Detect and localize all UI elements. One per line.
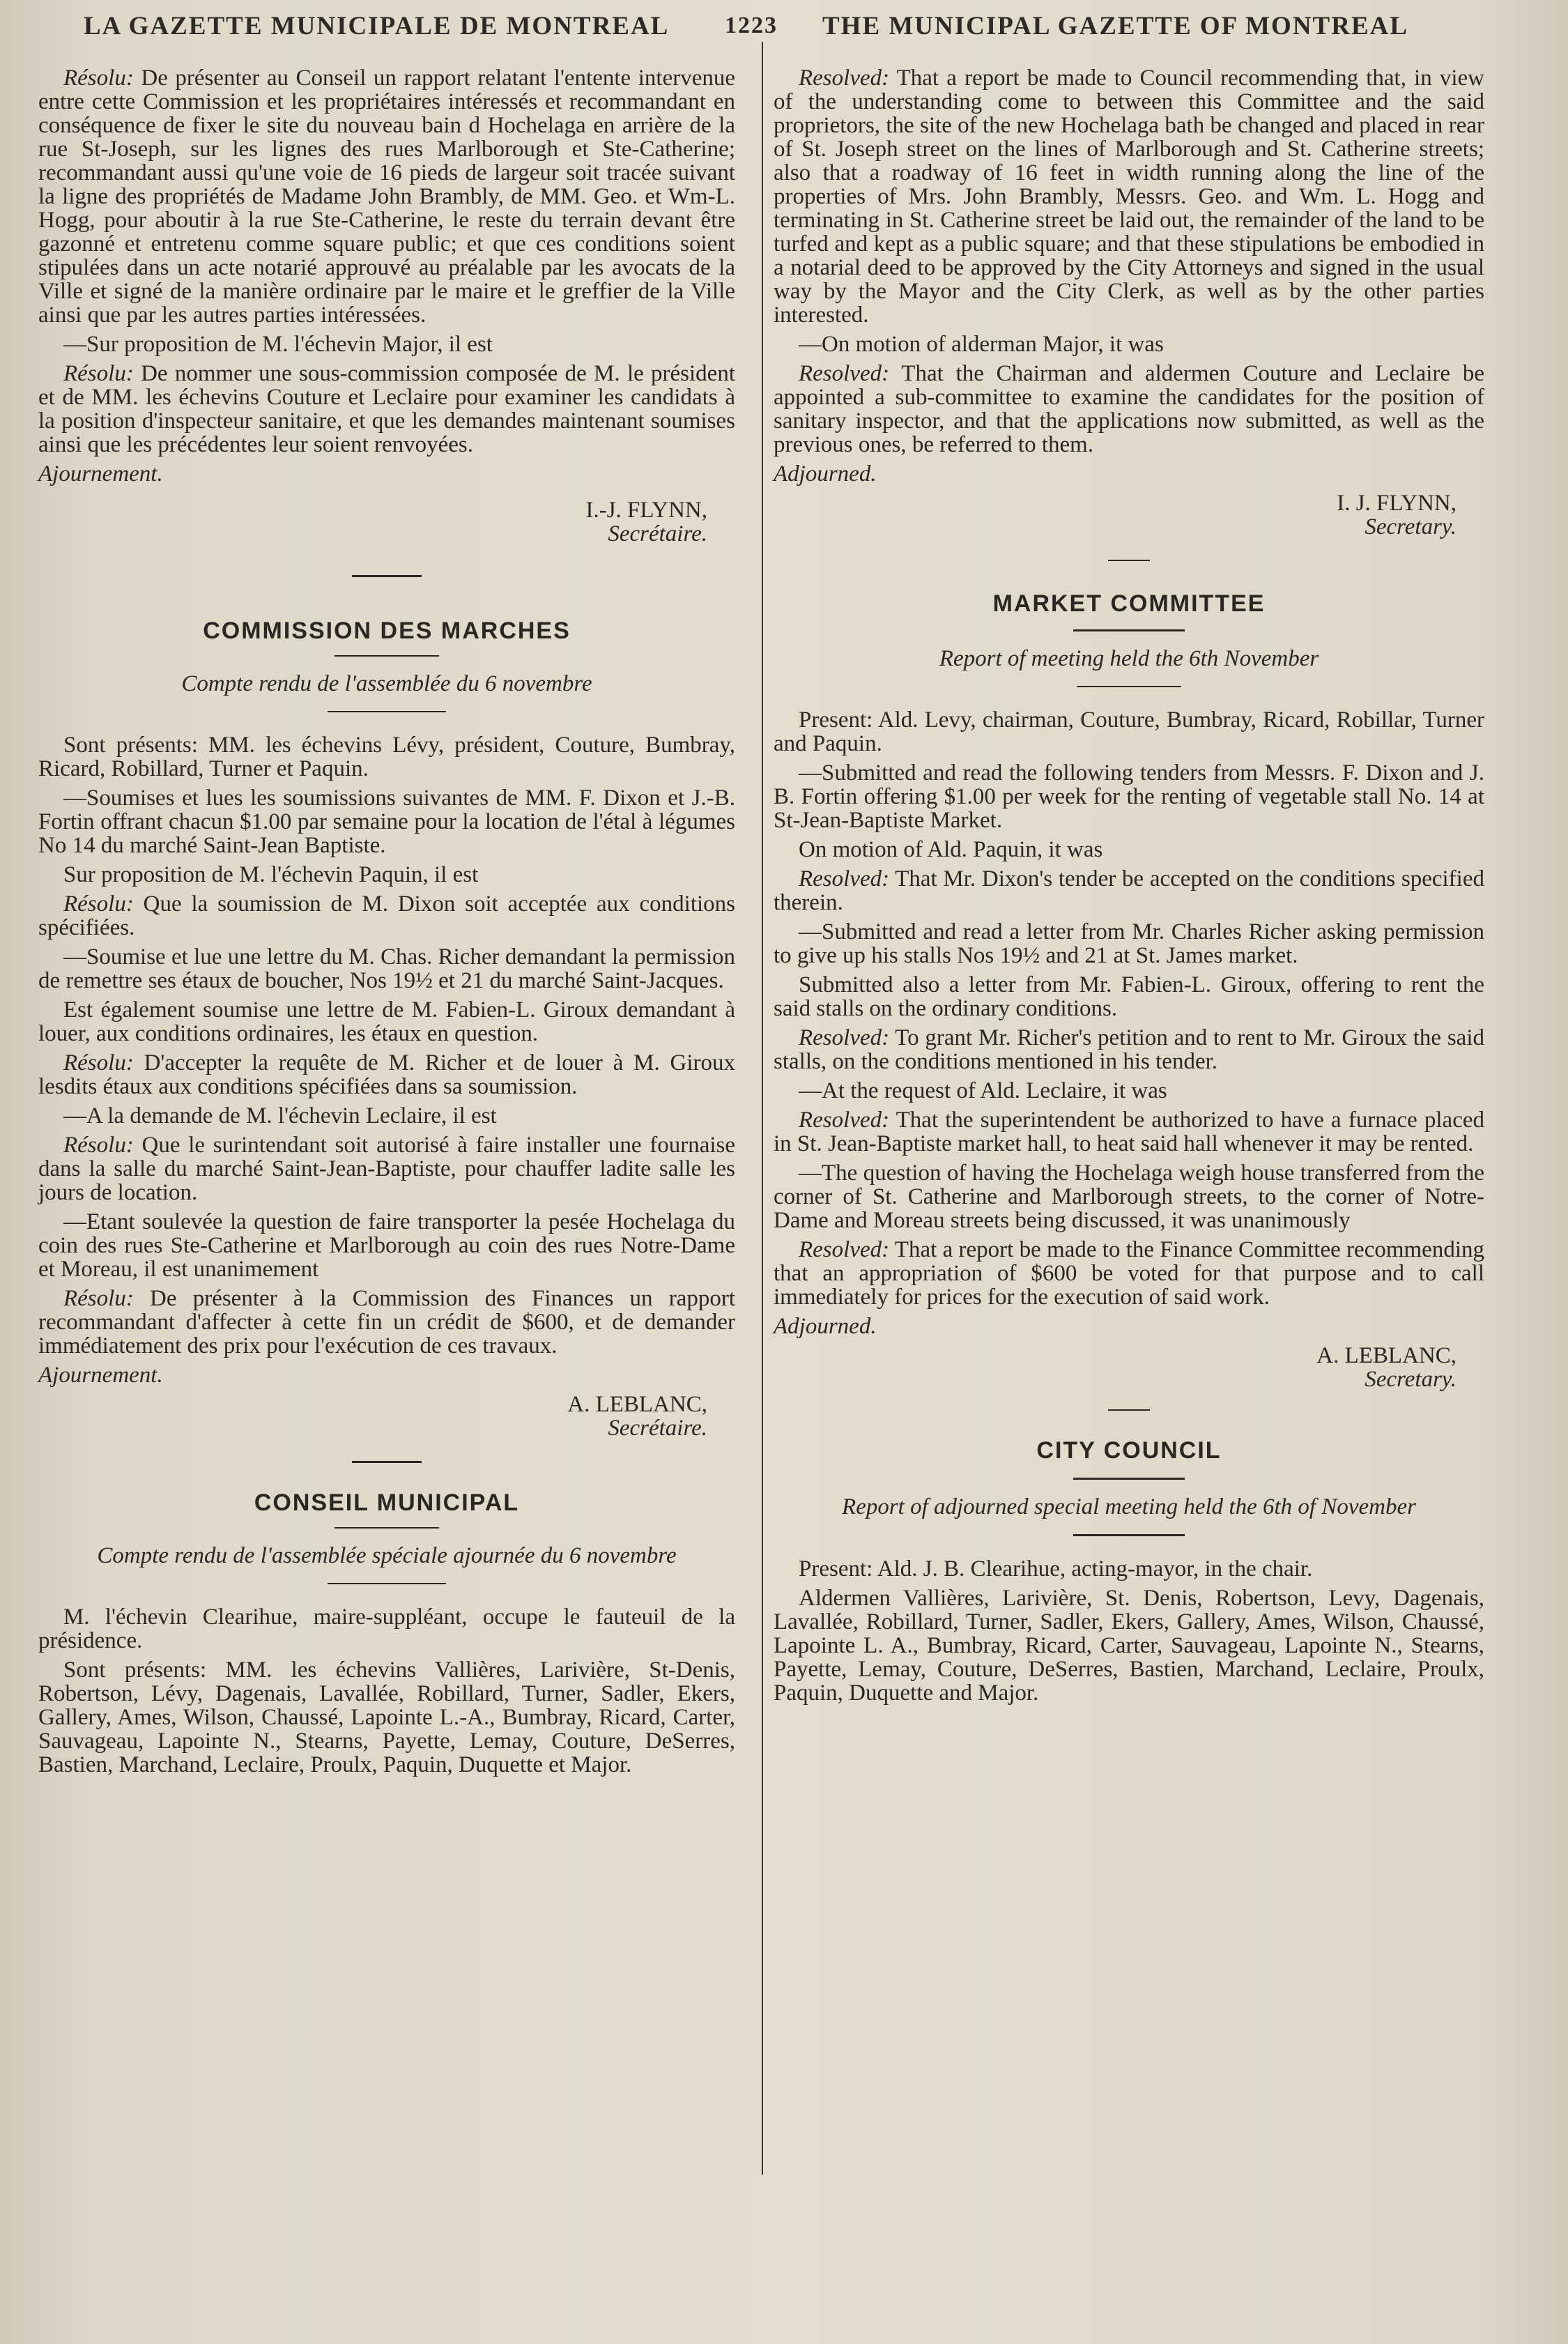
adjournment: Ajournement.	[38, 461, 163, 487]
motion-paragraph: —At the request of Ald. Leclaire, it was	[799, 1078, 1167, 1103]
subtitle-rule	[328, 711, 446, 712]
letter-paragraph: Submitted also a letter from Mr. Fabien-L. Giroux, offering to rent the said stalls on the ordinary conditions.	[774, 972, 1484, 1021]
resolution-paragraph: Resolved: That a report be made to Council recommending that, in view of the understanding come to between this Committee and the said proprietors, the site of the new Hochelaga bath be changed and placed in rear of St. Joseph street on the lines of Marlborough and St. Catherine streets; also that a roadway of 16 feet in width running along the line of the properties of Mrs. John Brambly, Messrs. Geo. and Wm. L. Hogg and terminating in St. Catherine street be laid out, the remainder of the land to be turfed and kept as a public square; and that these stipulations be embodied in a notarial deed to be approved by the City Attorneys and signed in the usual way by the Mayor and the City Clerk, as well as by the other parties interested.	[774, 66, 1484, 328]
resolution-paragraph: Resolved: That the Chairman and aldermen Couture and Leclaire be appointed a sub-committee to examine the candidates for the position of sanitary inspector, and that the applications now submitted, as well as the previous ones, be referred to them.	[774, 361, 1484, 457]
section-subtitle: Compte rendu de l'assemblée du 6 novembre	[181, 671, 592, 696]
resolution-paragraph: Resolved: That a report be made to the Finance Committee recommending that an appropriation of $600 be voted for that purpose and to call immediately for prices for the execution of said work.	[774, 1237, 1484, 1310]
section-rule	[352, 575, 422, 577]
adjournment: Adjourned.	[774, 1314, 877, 1339]
section-rule	[1108, 560, 1150, 561]
signature: I. J. FLYNN, Secretary.	[1337, 491, 1456, 539]
attendance-paragraph: Present: Ald. Levy, chairman, Couture, Bumbray, Ricard, Robillar, Turner and Paquin.	[774, 707, 1484, 756]
motion-paragraph: —A la demande de M. l'échevin Leclaire, il est	[63, 1103, 497, 1128]
header-english-title: THE MUNICIPAL GAZETTE OF MONTREAL	[822, 12, 1409, 40]
tender-paragraph: —Soumises et lues les soumissions suivantes de MM. F. Dixon et J.-B. Fortin offrant chacun $1.00 par semaine pour la location de l'étal à légumes No 14 du marché Saint-Jean Baptiste.	[38, 786, 735, 858]
council-section-en	[774, 1439, 1484, 1705]
section-subtitle: Report of adjourned special meeting held the 6th of November	[842, 1494, 1416, 1519]
title-rule	[1073, 1478, 1185, 1480]
motion-paragraph: —On motion of alderman Major, it was	[799, 332, 1164, 357]
letter-paragraph: Est également soumise une lettre de M. Fabien-L. Giroux demandant à louer, aux conditions ordinaires, les étaux en question.	[38, 997, 735, 1046]
signature: A. LEBLANC, Secretary.	[1316, 1343, 1456, 1392]
letter-paragraph: —Submitted and read a letter from Mr. Charles Richer asking permission to give up his stalls Nos 19½ and 21 at St. James market.	[774, 919, 1484, 968]
attendance-paragraph: Sont présents: MM. les échevins Vallières, Larivière, St-Denis, Robertson, Lévy, Dagenais, Lavallée, Robillard, Turner, Sadler, Ekers, Gallery, Ames, Wilson, Chaussé, Lapointe L.-A., Bumbray, Ricard, Carter, Sauvageau, Lapointe N., Stearns, Payette, Lemay, Couture, DeSerres, Bastien, Marchand, Leclaire, Proulx, Paquin, Duquette et Major.	[38, 1657, 735, 1777]
section-subtitle: Compte rendu de l'assemblée spéciale ajournée du 6 novembre	[97, 1543, 677, 1568]
signature: A. LEBLANC, Secrétaire.	[567, 1392, 707, 1441]
header-french-title: LA GAZETTE MUNICIPALE DE MONTREAL	[84, 12, 670, 40]
council-section-fr	[38, 1491, 735, 1777]
subtitle-rule	[1077, 686, 1181, 687]
section-title: CONSEIL MUNICIPAL	[254, 1489, 520, 1516]
chair-paragraph: Present: Ald. J. B. Clearihue, acting-mayor, in the chair.	[799, 1556, 1313, 1581]
markets-section-fr	[38, 619, 735, 1440]
adjournment: Ajournement.	[38, 1363, 163, 1388]
resolution-paragraph: Résolu: Que le surintendant soit autorisé à faire installer une fournaise dans la salle du marché Saint-Jean-Baptiste, pour chauffer ladite salle les jours de location.	[38, 1133, 735, 1205]
subtitle-rule	[328, 1583, 446, 1584]
title-rule	[335, 1527, 439, 1529]
section-rule	[352, 1461, 422, 1463]
french-column	[38, 66, 735, 1782]
running-header	[77, 4, 1443, 46]
title-rule	[1073, 629, 1185, 631]
resolution-paragraph: Résolu: Que la soumission de M. Dixon soit acceptée aux conditions spécifiées.	[38, 891, 735, 940]
section-rule	[1108, 1409, 1150, 1411]
section-title: MARKET COMMITTEE	[992, 590, 1266, 617]
subtitle-rule	[1073, 1534, 1185, 1536]
resolution-paragraph: Resolved: To grant Mr. Richer's petition and to rent to Mr. Giroux the said stalls, on the conditions mentioned in his tender.	[774, 1025, 1484, 1074]
resolution-paragraph: Résolu: De présenter à la Commission des Finances un rapport recommandant d'affecter à cette fin un crédit de $600, et de demander immédiatement des prix pour l'exécution de ces travaux.	[38, 1286, 735, 1358]
question-paragraph: —Etant soulevée la question de faire transporter la pesée Hochelaga du coin des rues Ste-Catherine et Marlborough au coin des rues Notre-Dame et Moreau, il est unanimement	[38, 1209, 735, 1282]
column-divider	[762, 42, 763, 2175]
markets-section-en	[774, 592, 1484, 1391]
resolution-paragraph: Résolu: De nommer une sous-commission composée de M. le président et de MM. les échevins Couture et Leclaire pour examiner les candidats à la position d'inspecteur sanitaire, et que les demandes maintenant soumises ainsi que les précédentes leur soient renvoyées.	[38, 361, 735, 457]
page-number: 1223	[725, 13, 778, 38]
title-rule	[335, 655, 439, 657]
section-title: CITY COUNCIL	[1036, 1437, 1222, 1464]
motion-paragraph: —Sur proposition de M. l'échevin Major, il est	[63, 332, 493, 357]
section-title: COMMISSION DES MARCHES	[203, 618, 571, 644]
motion-paragraph: On motion of Ald. Paquin, it was	[799, 837, 1103, 862]
letter-paragraph: —Soumise et lue une lettre du M. Chas. Richer demandant la permission de remettre ses étaux de boucher, Nos 19½ et 21 du marché Saint-Jacques.	[38, 944, 735, 993]
motion-paragraph: Sur proposition de M. l'échevin Paquin, il est	[63, 862, 479, 887]
attendance-paragraph: Sont présents: MM. les échevins Lévy, président, Couture, Bumbray, Ricard, Robillard, Turner et Paquin.	[38, 733, 735, 781]
resolution-paragraph: Resolved: That the superintendent be authorized to have a furnace placed in St. Jean-Baptiste market hall, to heat said hall whenever it may be rented.	[774, 1108, 1484, 1156]
signature: I.-J. FLYNN, Secrétaire.	[585, 498, 707, 546]
question-paragraph: —The question of having the Hochelaga weigh house transferred from the corner of St. Catherine and Marlborough streets, to the corner of Notre-Dame and Moreau streets being discussed, it was unanimously	[774, 1160, 1484, 1233]
english-column	[774, 66, 1484, 1710]
adjournment: Adjourned.	[774, 461, 877, 487]
resolution-paragraph: Résolu: De présenter au Conseil un rapport relatant l'entente intervenue entre cette Commission et les propriétaires intéressés et recommandant en conséquence de fixer le site du nouveau bain d Hochelaga en arrière de la rue St-Joseph, sur les lignes des rues Marlborough et Ste-Catherine; recommandant aussi qu'une voie de 16 pieds de largeur soit tracée suivant la ligne des propriétés de Madame John Brambly, de MM. Geo. et Wm-L. Hogg, pour aboutir à la rue Ste-Catherine, le reste du terrain devant être gazonné et entretenu comme square public; et que ces conditions soient stipulées dans un acte notarié approuvé au préalable par les avocats de la Ville et signé de la manière ordinaire par le maire et le greffier de la Ville ainsi que par les autres parties intéressées.	[38, 66, 735, 328]
resolution-paragraph: Résolu: D'accepter la requête de M. Richer et de louer à M. Giroux lesdits étaux aux conditions spécifiées dans sa soumission.	[38, 1050, 735, 1099]
chair-paragraph: M. l'échevin Clearihue, maire-suppléant, occupe le fauteuil de la présidence.	[38, 1604, 735, 1653]
attendance-paragraph: Aldermen Vallières, Larivière, St. Denis, Robertson, Levy, Dagenais, Lavallée, Robillard, Turner, Sadler, Ekers, Gallery, Ames, Wilson, Chaussé, Lapointe L. A., Bumbray, Ricard, Carter, Sauvageau, Lapointe N., Stearns, Payette, Lemay, Couture, DeSerres, Bastien, Marchand, Leclaire, Proulx, Paquin, Duquette and Major.	[774, 1586, 1484, 1706]
resolution-paragraph: Resolved: That Mr. Dixon's tender be accepted on the conditions specified therein.	[774, 866, 1484, 915]
tender-paragraph: —Submitted and read the following tenders from Messrs. F. Dixon and J. B. Fortin offering $1.00 per week for the renting of vegetable stall No. 14 at St-Jean-Baptiste Market.	[774, 760, 1484, 833]
section-subtitle: Report of meeting held the 6th November	[939, 646, 1319, 671]
